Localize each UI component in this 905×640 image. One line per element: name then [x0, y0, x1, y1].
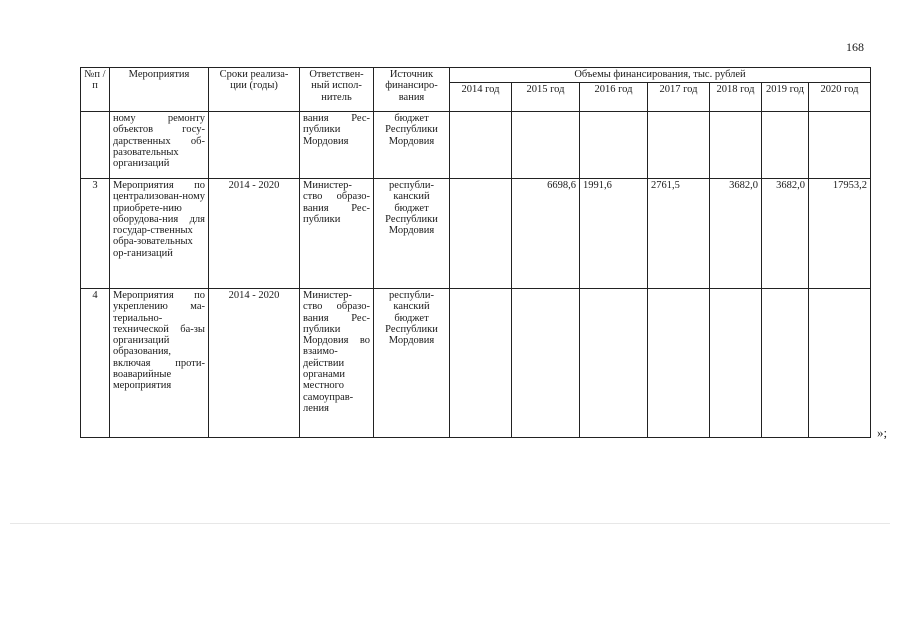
header-year: 2016 год: [580, 83, 648, 112]
cell-value: [580, 289, 648, 438]
cell-period: 2014 - 2020: [209, 289, 300, 438]
cell-value: 2761,5: [648, 179, 710, 289]
cell-period: 2014 - 2020: [209, 179, 300, 289]
cell-value: [762, 289, 809, 438]
cell-value: [450, 112, 512, 179]
financing-table: [80, 67, 871, 438]
page-number: 168: [846, 40, 864, 54]
header-period: Сроки реализа-ции (годы): [209, 68, 300, 112]
cell-value: [512, 289, 580, 438]
cell-value: [450, 179, 512, 289]
table-row: [81, 112, 871, 179]
cell-value: [580, 112, 648, 179]
cell-source: республи-канский бюджет Республики Мордовия: [374, 289, 450, 438]
header-source: Источник финансиро-вания: [374, 68, 450, 112]
header-year: 2018 год: [710, 83, 762, 112]
cell-source: бюджет Республики Мордовия: [374, 112, 450, 179]
cell-responsible: Министер-ство образо-вания Рес-публики Мордовия во взаимо-действии органами местного самоуправ-ления: [300, 289, 374, 438]
header-num: №п /п: [81, 68, 110, 112]
table-row: [81, 289, 871, 438]
table-row: [81, 179, 871, 289]
cell-activity: Мероприятия по централизован-ному приобрете-нию оборудова-ния для государ-ственных обра-зовательных ор-ганизаций: [110, 179, 209, 289]
cell-value: [762, 112, 809, 179]
header-year: 2020 год: [809, 83, 871, 112]
cell-value: [710, 289, 762, 438]
cell-activity: ному ремонту объектов госу-дарственных об-разовательных организаций: [110, 112, 209, 179]
cell-value: 6698,6: [512, 179, 580, 289]
header-year: 2017 год: [648, 83, 710, 112]
cell-value: [450, 289, 512, 438]
cell-value: [809, 289, 871, 438]
cell-value: [648, 289, 710, 438]
closing-quote: »;: [877, 425, 888, 440]
header-year: 2015 год: [512, 83, 580, 112]
cell-period: [209, 112, 300, 179]
cell-value: [710, 112, 762, 179]
cell-activity: Мероприятия по укреплению ма-териально-технической ба-зы организаций образования, включая проти-воаварийные мероприятия: [110, 289, 209, 438]
cell-value: [809, 112, 871, 179]
cell-num: [81, 112, 110, 179]
header-row-1: [81, 68, 871, 83]
cell-num: 3: [81, 179, 110, 289]
cell-value: [648, 112, 710, 179]
cell-value: 3682,0: [710, 179, 762, 289]
header-year: 2019 год: [762, 83, 809, 112]
cell-source: республи-канский бюджет Республики Мордовия: [374, 179, 450, 289]
cell-value: 1991,6: [580, 179, 648, 289]
scan-noise-line: [10, 523, 890, 524]
header-volume: Объемы финансирования, тыс. рублей: [450, 68, 871, 83]
cell-responsible: Министер-ство образо-вания Рес-публики: [300, 179, 374, 289]
header-activity: Мероприятия: [110, 68, 209, 112]
cell-value: [512, 112, 580, 179]
cell-value: 17953,2: [809, 179, 871, 289]
cell-responsible: вания Рес-публики Мордовия: [300, 112, 374, 179]
header-responsible: Ответствен-ный испол-нитель: [300, 68, 374, 112]
header-year: 2014 год: [450, 83, 512, 112]
cell-value: 3682,0: [762, 179, 809, 289]
cell-num: 4: [81, 289, 110, 438]
